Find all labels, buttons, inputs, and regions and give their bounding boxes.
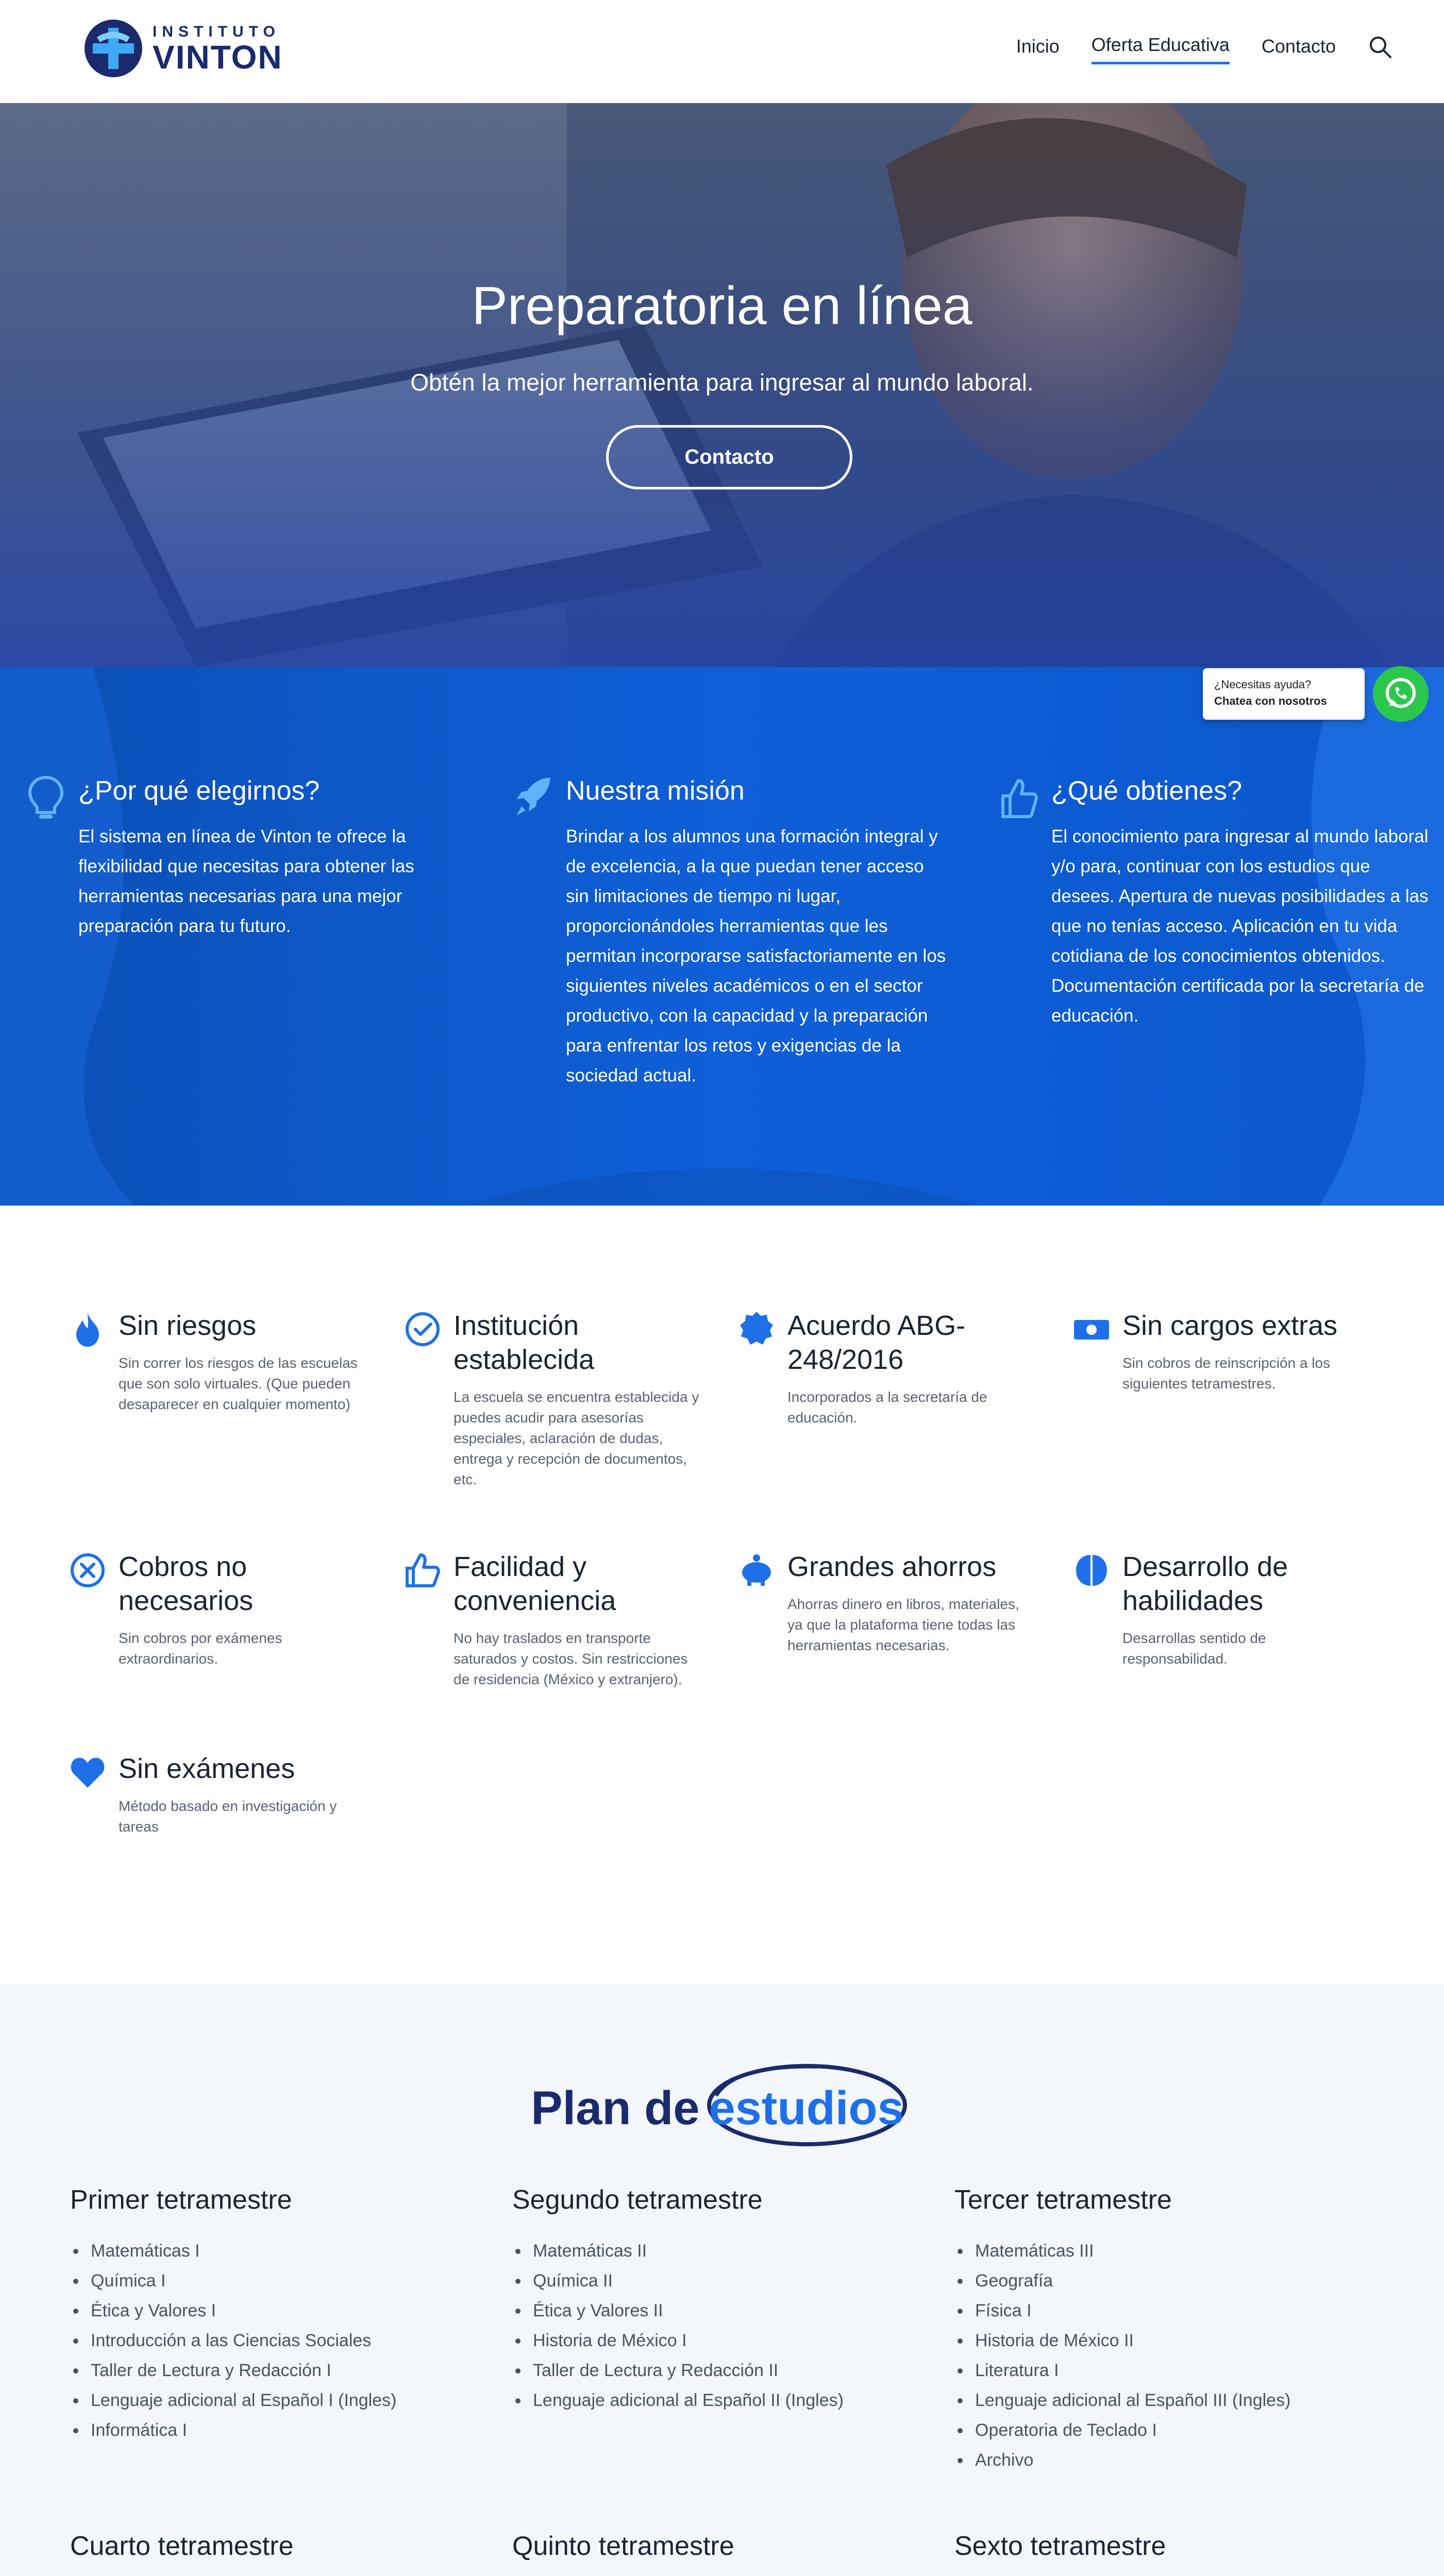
subject-item: Ética y Valores I <box>70 2296 493 2326</box>
flame-icon <box>69 1311 106 1348</box>
subject-item: Lenguaje adicional al Español III (Ingles) <box>954 2385 1377 2415</box>
term-block <box>70 2531 493 2576</box>
feature-item <box>119 1550 366 1669</box>
why-col-mission <box>566 775 947 1091</box>
feature-title: Grandes ahorros <box>787 1551 997 1582</box>
term-title: Cuarto tetramestre <box>70 2531 294 2561</box>
piggy-bank-icon <box>738 1552 775 1589</box>
subject-item: Física I <box>954 2296 1377 2326</box>
hero-section <box>0 103 1444 667</box>
feature-text: Método basado en investigación y tareas <box>119 1798 337 1835</box>
feature-text: Incorporados a la secretaría de educación. <box>787 1389 987 1426</box>
feature-title: Sin cargos extras <box>1122 1310 1338 1341</box>
subject-item: Matemáticas I <box>70 2236 493 2266</box>
term-block <box>70 2184 493 2445</box>
subject-item: Matemáticas II <box>512 2236 935 2266</box>
term-block <box>954 2531 1377 2576</box>
whatsapp-button[interactable] <box>1373 666 1429 722</box>
logo[interactable] <box>81 16 283 80</box>
subject-item: Historia de México I <box>512 2326 935 2355</box>
features-section <box>0 1206 1444 1984</box>
why-text: El sistema en línea de Vinton te ofrece la flexibilidad que necesitas para obtener las herramientas necesarias para una mejor preparación para tu futuro. <box>78 826 414 936</box>
why-text: Brindar a los alumnos una formación integral y de excelencia, a la que puedan tener acceso sin limitaciones de tiempo ni lugar, proporcionándoles herramientas que les permitan incorporarse satisfactoriamente en los siguientes niveles académicos o en el sector productivo, con la capacidad y la preparación para enfrentar los retos y exigencias de la sociedad actual. <box>566 826 946 1086</box>
whatsapp-tooltip[interactable] <box>1203 668 1365 720</box>
term-title: Segundo tetramestre <box>512 2185 763 2215</box>
feature-text: Sin cobros de reinscripción a los siguientes tetramestres. <box>1122 1355 1331 1392</box>
subject-list <box>512 2236 935 2415</box>
subject-item: Archivo <box>954 2445 1377 2475</box>
feature-item <box>119 1752 366 1837</box>
feature-item <box>787 1309 1035 1428</box>
thumbs-up-icon <box>1000 775 1038 821</box>
plan-title-highlight: estudios <box>709 2082 904 2134</box>
why-col-benefits <box>1051 775 1433 1031</box>
feature-title: Desarrollo de habilidades <box>1122 1551 1288 1616</box>
hero-title: Preparatoria en línea <box>472 276 972 336</box>
feature-item <box>1122 1309 1370 1394</box>
lightbulb-icon <box>27 775 65 821</box>
subject-item: Operatoria de Teclado I <box>954 2415 1377 2445</box>
nav-inicio[interactable]: Inicio <box>1016 35 1060 57</box>
feature-title: Sin riesgos <box>119 1310 257 1341</box>
feature-item <box>454 1309 701 1490</box>
why-col-choose <box>78 775 460 941</box>
term-title: Quinto tetramestre <box>512 2531 734 2561</box>
feature-title: Institución establecida <box>454 1310 595 1375</box>
subject-item: Química I <box>70 2266 493 2296</box>
subject-item: Taller de Lectura y Redacción II <box>512 2355 935 2385</box>
feature-title: Sin exámenes <box>119 1753 295 1784</box>
nav-contacto[interactable]: Contacto <box>1261 35 1336 57</box>
badge-icon <box>738 1311 775 1348</box>
hero-contact-button[interactable]: Contacto <box>606 425 852 489</box>
term-title: Primer tetramestre <box>70 2185 292 2215</box>
logo-big-text: VINTON <box>153 39 283 76</box>
x-circle-icon <box>69 1552 106 1589</box>
feature-text: Desarrollas sentido de responsabilidad. <box>1122 1630 1266 1667</box>
logo-small-text: INSTITUTO <box>153 23 280 40</box>
subject-item: Literatura I <box>954 2355 1377 2385</box>
site-header <box>0 0 1444 103</box>
main-nav <box>984 34 1392 64</box>
feature-text: Sin cobros por exámenes extraordinarios. <box>119 1630 282 1667</box>
feature-title: Acuerdo ABG-248/2016 <box>787 1310 966 1375</box>
brain-icon <box>1073 1552 1110 1589</box>
subject-item: Taller de Lectura y Redacción I <box>70 2355 493 2385</box>
why-title: ¿Por qué elegirnos? <box>78 776 320 806</box>
money-icon <box>1073 1311 1110 1348</box>
hero-subtitle: Obtén la mejor herramienta para ingresar al mundo laboral. <box>410 369 1034 396</box>
subject-item: Matemáticas III <box>954 2236 1377 2266</box>
nav-oferta-educativa[interactable]: Oferta Educativa <box>1092 34 1230 64</box>
logo-mark-icon <box>81 16 145 80</box>
feature-item <box>787 1550 1035 1656</box>
whatsapp-icon <box>1373 666 1429 722</box>
feature-text: La escuela se encuentra establecida y puedes acudir para asesorías especiales, aclaración de dudas, entrega y recepción de documentos, etc. <box>454 1389 699 1487</box>
check-circle-icon <box>404 1311 441 1348</box>
subject-item: Lenguaje adicional al Español II (Ingles) <box>512 2385 935 2415</box>
subject-item: Introducción a las Ciencias Sociales <box>70 2326 493 2355</box>
feature-text: No hay traslados en transporte saturados y costos. Sin restricciones de residencia (México y extranjero). <box>454 1630 688 1687</box>
subject-item: Historia de México II <box>954 2326 1377 2355</box>
subject-item: Informática I <box>70 2415 493 2445</box>
subject-item: Química II <box>512 2266 935 2296</box>
thumbs-up-icon <box>404 1552 441 1589</box>
subject-item: Lenguaje adicional al Español I (Ingles) <box>70 2385 493 2415</box>
rocket-icon <box>514 775 552 821</box>
study-plan-section <box>0 1984 1444 2576</box>
heart-icon <box>69 1754 106 1791</box>
feature-text: Ahorras dinero en libros, materiales, ya que la plataforma tiene todas las herramientas necesarias. <box>787 1596 1019 1653</box>
plan-title <box>0 2081 1444 2136</box>
feature-text: Sin correr los riesgos de las escuelas que son solo virtuales. (Que pueden desaparecer en cualquier momento) <box>119 1355 358 1412</box>
feature-item <box>454 1550 701 1690</box>
why-text: El conocimiento para ingresar al mundo laboral y/o para, continuar con los estudios que desees. Apertura de nuevas posibilidades a las que no tenías acceso. Aplicación en tu vida cotidiana de los conocimientos obtenidos. Documentación certificada por la secretaría de educación. <box>1051 826 1429 1026</box>
term-block <box>512 2184 935 2415</box>
why-section <box>0 667 1444 1206</box>
subject-item: Geografía <box>954 2266 1377 2296</box>
why-title: ¿Qué obtienes? <box>1051 776 1242 806</box>
whatsapp-line1: ¿Necesitas ayuda? <box>1214 678 1312 691</box>
term-block <box>512 2531 935 2576</box>
term-title: Tercer tetramestre <box>954 2185 1172 2215</box>
term-block <box>954 2184 1377 2475</box>
whatsapp-line2: Chatea con nosotros <box>1214 694 1327 707</box>
logo-text <box>153 23 283 74</box>
subject-list <box>70 2236 493 2445</box>
subject-item: Ética y Valores II <box>512 2296 935 2326</box>
why-title: Nuestra misión <box>566 776 745 806</box>
feature-item <box>1122 1550 1370 1669</box>
feature-title: Cobros no necesarios <box>119 1551 254 1616</box>
search-icon[interactable] <box>1368 35 1392 59</box>
feature-title: Facilidad y conveniencia <box>454 1551 616 1616</box>
term-title: Sexto tetramestre <box>954 2531 1166 2561</box>
subject-list <box>954 2236 1377 2475</box>
feature-item <box>119 1309 366 1415</box>
plan-title-a: Plan de <box>531 2082 700 2134</box>
